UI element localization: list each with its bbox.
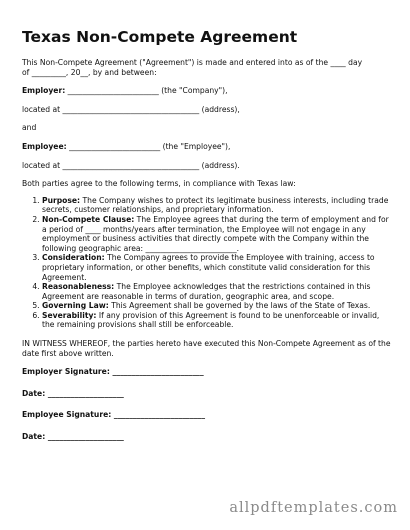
employer-line	[22, 86, 394, 96]
term-title: Purpose:	[42, 195, 81, 205]
term-item	[42, 253, 394, 282]
employer-label: Employer:	[22, 86, 66, 96]
term-item	[42, 301, 394, 311]
term-item	[42, 282, 394, 301]
employer-blank: ________________________ (the "Company"),	[65, 86, 228, 96]
witness-paragraph: IN WITNESS WHEREOF, the parties hereto have executed this Non-Compete Agreement as of the date first above written.	[22, 339, 391, 358]
intro-line-2: of _________, 20__, by and between:	[22, 67, 157, 77]
term-text: The Employee agrees that during the term of employment and for a period of ____ months/years after termination, the Employee will not engage in any employment or business activities that directly compete with the Company within the following geographic area: ________________________.	[42, 214, 389, 253]
site-watermark: allpdftemplates.com	[229, 500, 398, 516]
and-text: and	[22, 123, 37, 133]
term-title: Consideration:	[42, 253, 105, 263]
term-text: The Employee acknowledges that the restrictions contained in this Agreement are reasonable in terms of duration, geographic area, and scope.	[42, 282, 371, 301]
employer-date-line: Date: ____________________	[22, 388, 124, 398]
intro-line-1: This Non-Compete Agreement ("Agreement") is made and entered into as of the ____ day	[22, 58, 363, 67]
employer-signature-line: Employer Signature: ________________________	[22, 367, 204, 377]
term-title: Severability:	[42, 310, 97, 320]
terms-list	[22, 196, 394, 330]
term-title: Non-Compete Clause:	[42, 214, 135, 224]
intro-paragraph	[22, 58, 394, 77]
term-item	[42, 196, 394, 215]
term-text: The Company wishes to protect its legitimate business interests, including trade secrets, customer relationships, and proprietary information.	[42, 195, 389, 215]
employee-date-line: Date: ____________________	[22, 432, 124, 442]
agreement-document	[22, 28, 394, 454]
term-title: Governing Law:	[42, 301, 109, 311]
term-item	[42, 311, 394, 330]
employer-location: located at ____________________________________ (address),	[22, 104, 240, 114]
employee-signature-line: Employee Signature: ________________________	[22, 410, 206, 420]
term-text: The Company agrees to provide the Employee with training, access to proprietary information, or other benefits, which constitute valid consideration for this Agreement.	[42, 253, 375, 282]
terms-intro: Both parties agree to the following terms, in compliance with Texas law:	[22, 179, 296, 189]
employee-location: located at ____________________________________ (address).	[22, 160, 240, 170]
term-text: If any provision of this Agreement is found to be unenforceable or invalid, the remaining provisions shall still be enforceable.	[42, 310, 380, 330]
term-item	[42, 215, 394, 253]
document-title: Texas Non-Compete Agreement	[22, 28, 298, 46]
employee-line	[22, 142, 394, 152]
term-text: This Agreement shall be governed by the laws of the State of Texas.	[108, 301, 371, 311]
employee-label: Employee:	[22, 141, 67, 151]
term-title: Reasonableness:	[42, 282, 115, 292]
employee-blank: ________________________ (the "Employee"),	[66, 141, 231, 151]
